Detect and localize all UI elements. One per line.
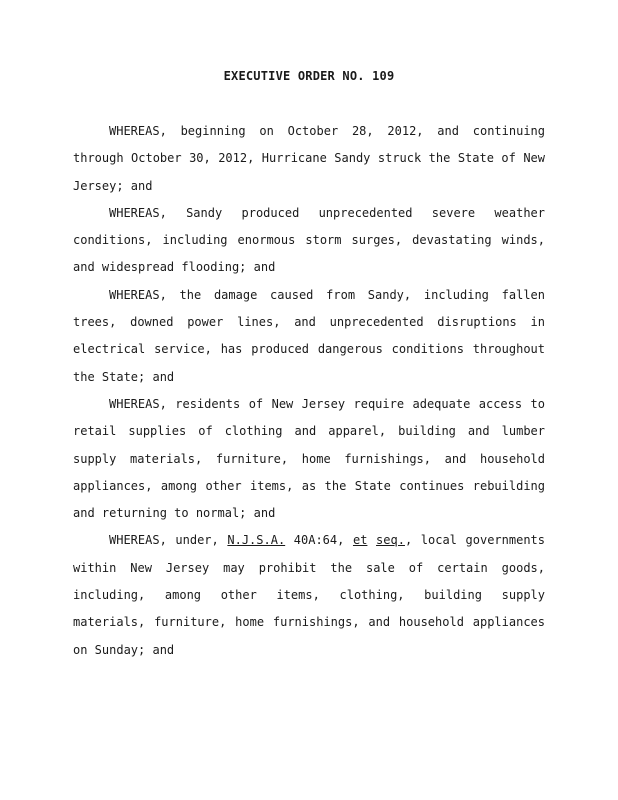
paragraph-3: WHEREAS, the damage caused from Sandy, including fallen trees, downed power lines, and unprecedented disruptions in electrical service, has produced dangerous conditions throughout the State; and [73,287,545,384]
document-title: EXECUTIVE ORDER NO. 109 [223,69,395,83]
et-text: et [352,533,368,548]
paragraph-2: WHEREAS, Sandy produced unprecedented severe weather conditions, including enormous storm surges, devastating winds, and widespread flooding; and [73,205,545,275]
document-body [73,118,545,664]
paragraph-4: WHEREAS, residents of New Jersey require adequate access to retail supplies of clothing and apparel, building and lumber supply materials, furniture, home furnishings, and household appliances, among other items, as the State continues rebuilding and returning to normal; and [73,396,545,521]
paragraph-5-lead: WHEREAS, under, [109,533,228,548]
statute-citation: N.J.S.A. [227,533,286,548]
paragraph-1: WHEREAS, beginning on October 28, 2012, and continuing through October 30, 2012, Hurricane Sandy struck the State of New Jersey; and [73,124,545,193]
statute-section: 40A:64, [285,533,353,548]
paragraph-5 [73,527,545,663]
space-text [367,533,376,547]
paragraph-5-rest: , local governments within New Jersey may prohibit the sale of certain goods, including, among other items, clothing, building supply materials, furniture, home furnishings, and household appliances on Sunday; and [73,533,545,657]
seq-text: seq. [376,533,405,548]
